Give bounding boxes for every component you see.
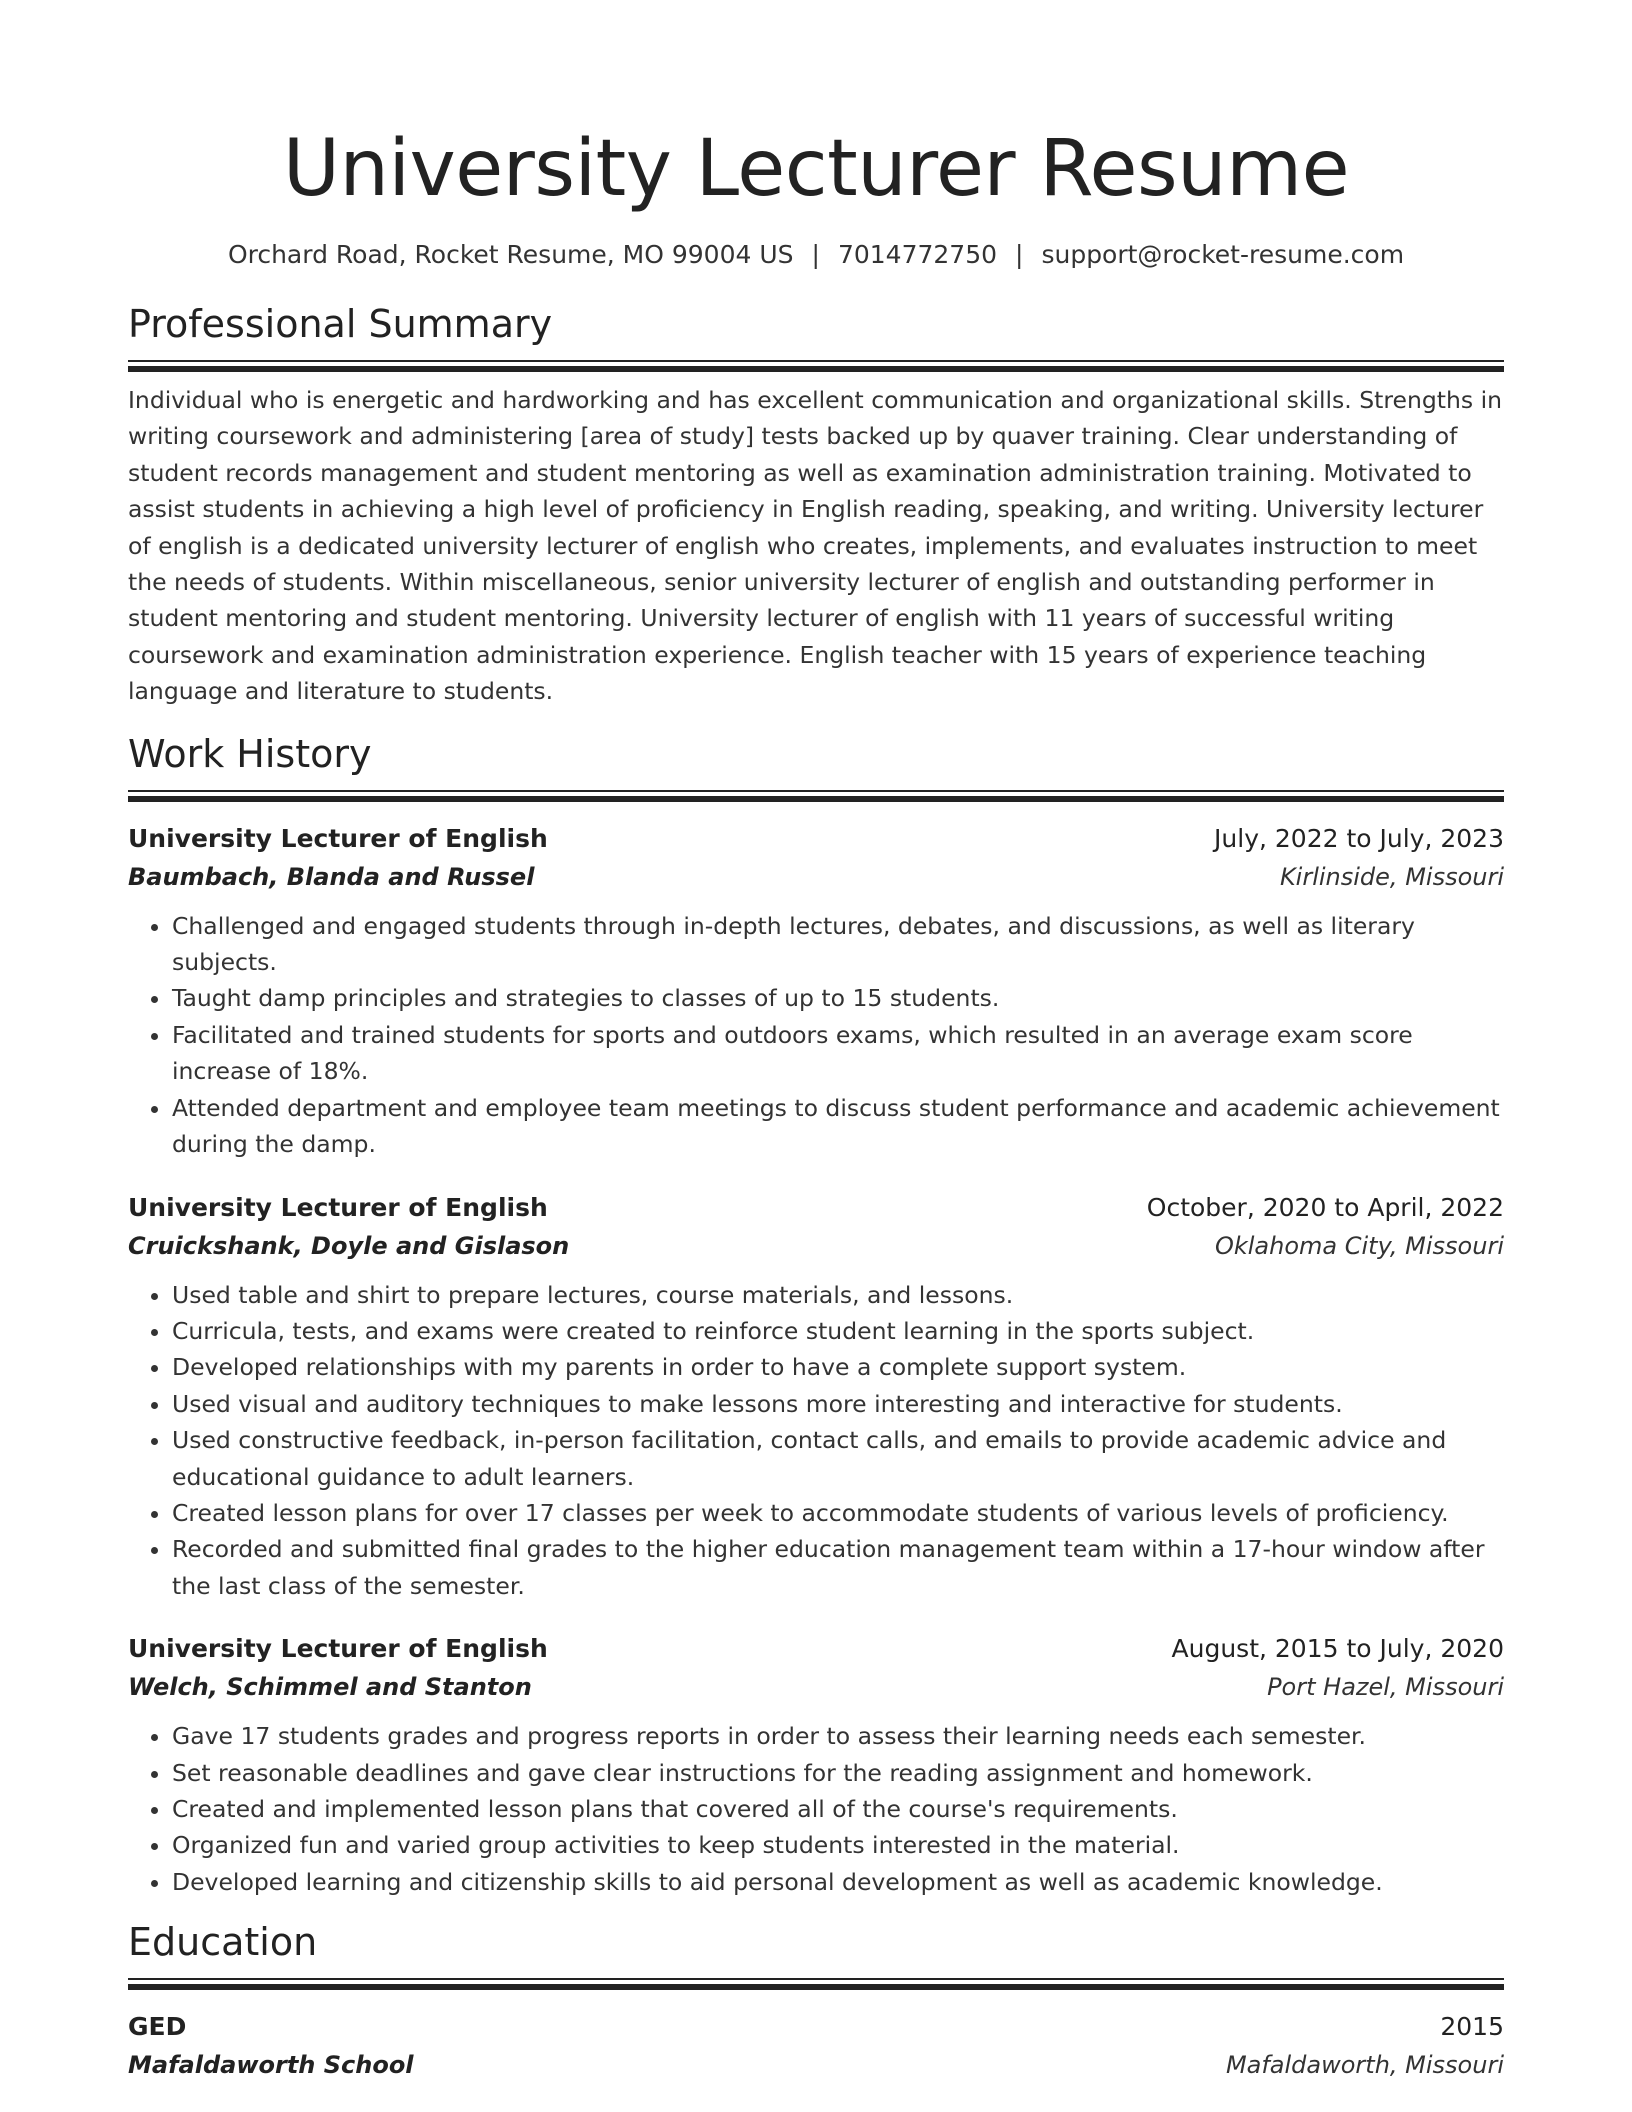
job-dates: July, 2022 to July, 2023 — [1214, 823, 1504, 853]
summary-text: Individual who is energetic and hardworking and has excellent communication and organizational skills. Strengths in writing coursework and administering [area of study] tests backed up by quaver training. Clear understanding of student records management and student mentoring as well as examination administration training. Motivated to assist students in achieving a high level of proficiency in English reading, speaking, and writing. University lecturer of english is a dedicated university lecturer of english who creates, implements, and evaluates instruction to meet the needs of students. Within miscellaneous, senior university lecturer of english and outstanding performer in student mentoring and student mentoring. University lecturer of english with 11 years of successful writing coursework and examination administration experience. English teacher with 15 years of experience teaching language and literature to students. — [128, 386, 1503, 706]
job-header-row — [128, 820, 1504, 858]
contact-phone: 7014772750 — [837, 240, 998, 269]
education-header-row — [128, 2008, 1504, 2046]
job-bullets — [128, 908, 1504, 1163]
education-heading: Education — [128, 1920, 318, 1965]
education-school-row — [128, 2046, 1504, 2084]
job-company-row — [128, 858, 1504, 896]
job-bullet: • Created and implemented lesson plans that covered all of the course's requirements. — [172, 1791, 1504, 1827]
section-divider — [128, 1978, 1504, 1990]
job-bullet: • Developed learning and citizenship skills to aid personal development as well as academic knowledge. — [172, 1864, 1504, 1900]
job-bullet: • Challenged and engaged students through in-depth lectures, debates, and discussions, as well as literary subjects. — [172, 908, 1504, 981]
job-bullet: • Set reasonable deadlines and gave clear instructions for the reading assignment and homework. — [172, 1755, 1504, 1791]
job-company: Baumbach, Blanda and Russel — [128, 862, 535, 891]
job-company: Cruickshank, Doyle and Gislason — [128, 1231, 570, 1260]
education-school: Mafaldaworth School — [128, 2051, 414, 2080]
section-divider — [128, 790, 1504, 802]
job-bullet: • Created lesson plans for over 17 classes per week to accommodate students of various levels of proficiency. — [172, 1495, 1504, 1531]
contact-separator: | — [1015, 240, 1024, 269]
contact-email: support@rocket-resume.com — [1041, 240, 1405, 269]
resume-page — [128, 0, 1504, 2084]
job-bullet: • Gave 17 students grades and progress reports in order to assess their learning needs each semester. — [172, 1718, 1504, 1754]
job-bullet: • Used visual and auditory techniques to make lessons more interesting and interactive for students. — [172, 1386, 1504, 1422]
job-location: Kirlinside, Missouri — [1279, 862, 1504, 891]
job-bullet: • Developed relationships with my parents in order to have a complete support system. — [172, 1349, 1504, 1385]
education-degree: GED — [128, 2012, 187, 2042]
job-header-row — [128, 1189, 1504, 1227]
job-title: University Lecturer of English — [128, 1634, 548, 1664]
job-bullet: • Used constructive feedback, in-person facilitation, contact calls, and emails to provide academic advice and educational guidance to adult learners. — [172, 1422, 1504, 1495]
education-entry — [128, 2008, 1504, 2084]
job-dates: August, 2015 to July, 2020 — [1171, 1634, 1504, 1664]
job-bullet: • Facilitated and trained students for sports and outdoors exams, which resulted in an average exam score increase of 18%. — [172, 1017, 1504, 1090]
contact-line — [128, 238, 1504, 272]
summary-section — [128, 300, 1504, 710]
section-divider — [128, 360, 1504, 372]
job-bullet: • Curricula, tests, and exams were created to reinforce student learning in the sports subject. — [172, 1313, 1504, 1349]
summary-heading: Professional Summary — [128, 302, 553, 346]
job-bullets — [128, 1277, 1504, 1605]
job-company-row — [128, 1668, 1504, 1706]
job-bullet: • Attended department and employee team meetings to discuss student performance and academic achievement during the damp. — [172, 1090, 1504, 1163]
contact-address: Orchard Road, Rocket Resume, MO 99004 US — [227, 240, 794, 269]
job-company-row — [128, 1227, 1504, 1265]
job-company: Welch, Schimmel and Stanton — [128, 1673, 532, 1702]
job-bullet: • Taught damp principles and strategies to classes of up to 15 students. — [172, 980, 1504, 1016]
work-history-section — [128, 730, 1504, 1901]
education-year: 2015 — [1440, 2012, 1504, 2042]
job-bullets — [128, 1718, 1504, 1900]
job-title: University Lecturer of English — [128, 1192, 548, 1222]
job-entry — [128, 1630, 1504, 1900]
job-bullet: • Used table and shirt to prepare lectures, course materials, and lessons. — [172, 1277, 1504, 1313]
resume-title: University Lecturer Resume — [282, 124, 1350, 214]
job-header-row — [128, 1630, 1504, 1668]
job-title: University Lecturer of English — [128, 823, 548, 853]
job-bullet: • Recorded and submitted final grades to the higher education management team within a 17-hour window after the last class of the semester. — [172, 1531, 1504, 1604]
work-history-heading: Work History — [128, 731, 372, 776]
job-entry — [128, 820, 1504, 1163]
education-section — [128, 1918, 1504, 2084]
contact-separator: | — [811, 240, 820, 269]
job-location: Port Hazel, Missouri — [1267, 1673, 1504, 1702]
job-dates: October, 2020 to April, 2022 — [1146, 1192, 1504, 1222]
job-bullet: • Organized fun and varied group activities to keep students interested in the material. — [172, 1827, 1504, 1863]
job-location: Oklahoma City, Missouri — [1214, 1231, 1504, 1260]
education-location: Mafaldaworth, Missouri — [1225, 2051, 1504, 2080]
job-entry — [128, 1189, 1504, 1605]
